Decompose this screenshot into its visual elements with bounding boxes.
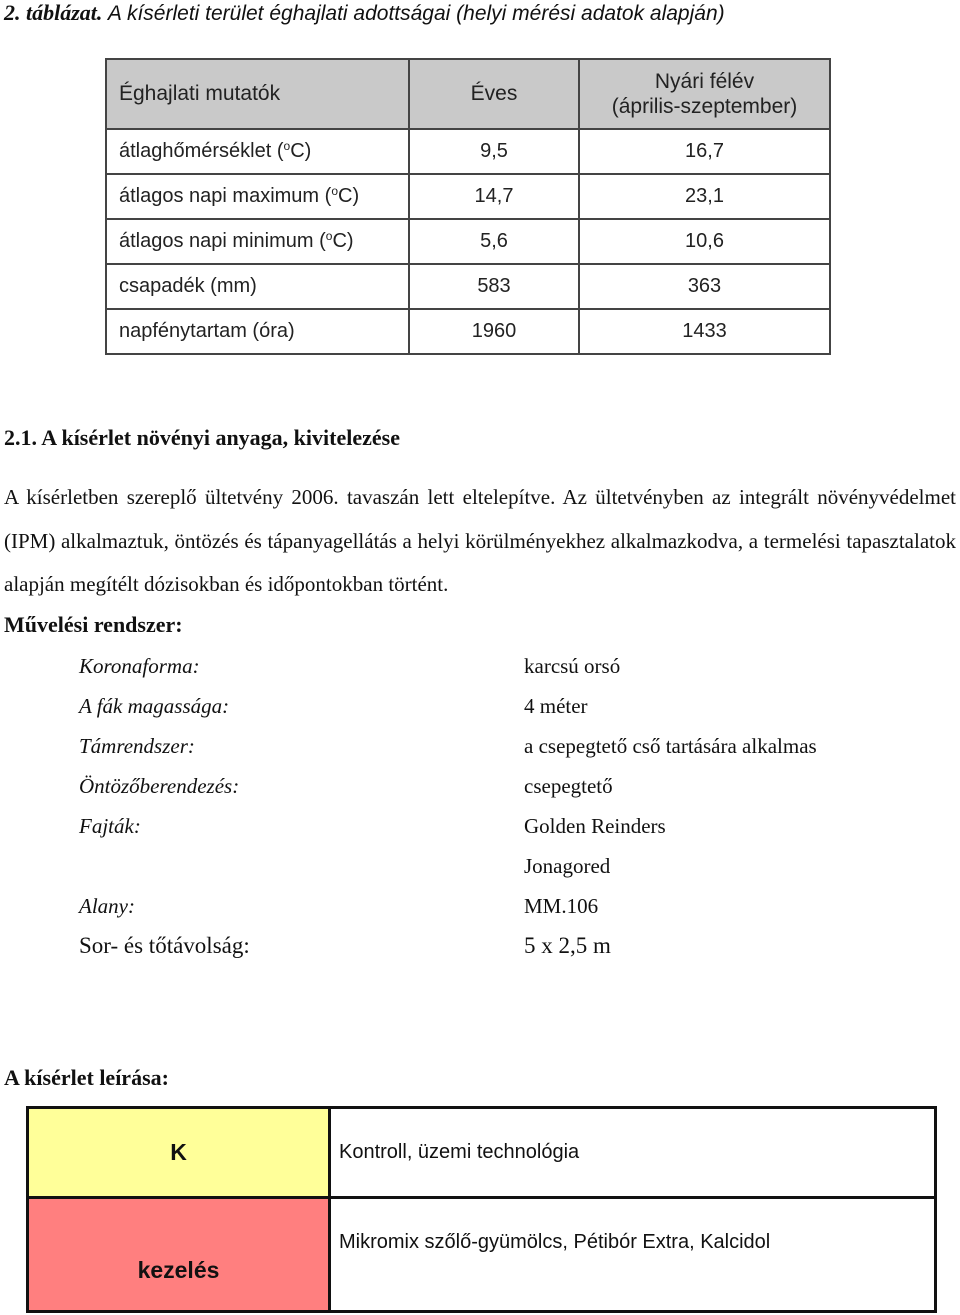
row-label: csapadék (mm) <box>106 264 409 309</box>
header-summer-line2: (április-szeptember) <box>611 95 798 118</box>
annual-value: 9,5 <box>409 129 579 174</box>
row-label: napfénytartam (óra) <box>106 309 409 354</box>
spec-value-variety-2: Jonagored <box>524 854 611 878</box>
spec-label-crown: Koronaforma: <box>79 654 200 678</box>
treatment-code: kezelés <box>28 1198 330 1312</box>
spec-label-varieties: Fajták: <box>79 814 141 838</box>
header-indicator: Éghajlati mutatók <box>106 59 409 129</box>
summer-value: 23,1 <box>579 174 830 219</box>
table-row <box>106 264 830 309</box>
table-row <box>28 1198 936 1312</box>
experiment-table <box>26 1106 937 1313</box>
summer-value: 16,7 <box>579 129 830 174</box>
spec-value-spacing: 5 x 2,5 m <box>524 933 611 958</box>
table-row <box>106 129 830 174</box>
treatment-code: K <box>28 1108 330 1198</box>
spec-label-support: Támrendszer: <box>79 734 195 758</box>
table-row <box>106 309 830 354</box>
annual-value: 14,7 <box>409 174 579 219</box>
table-caption <box>4 0 725 27</box>
row-label: átlaghőmérséklet ($^o$C) <box>106 129 409 174</box>
treatment-description: Mikromix szőlő-gyümölcs, Pétibór Extra, Kalcidol <box>330 1198 936 1312</box>
caption-number: 2. táblázat. <box>4 0 103 25</box>
header-summer-line1: Nyári félév <box>654 70 755 93</box>
header-summer <box>579 59 830 129</box>
table-row <box>106 174 830 219</box>
annual-value: 583 <box>409 264 579 309</box>
spec-label-rootstock: Alany: <box>79 894 135 918</box>
header-annual: Éves <box>409 59 579 129</box>
spec-value-rootstock: MM.106 <box>524 894 599 918</box>
treatment-description: Kontroll, üzemi technológia <box>330 1108 936 1198</box>
spec-label-height: A fák magassága: <box>79 694 230 718</box>
annual-value: 1960 <box>409 309 579 354</box>
row-label: átlagos napi maximum ($^o$C) <box>106 174 409 219</box>
annual-value: 5,6 <box>409 219 579 264</box>
summer-value: 1433 <box>579 309 830 354</box>
section-heading: 2.1. A kísérlet növényi anyaga, kivitelezése <box>4 425 400 450</box>
spec-value-variety-1: Golden Reinders <box>524 814 666 838</box>
experiment-heading: A kísérlet leírása: <box>4 1065 169 1090</box>
spec-value-irrigation: csepegtető <box>524 774 613 798</box>
spec-value-height: 4 méter <box>524 694 588 718</box>
climate-table <box>105 58 831 355</box>
row-label: átlagos napi minimum ($^o$C) <box>106 219 409 264</box>
summer-value: 363 <box>579 264 830 309</box>
system-heading: Művelési rendszer: <box>4 612 183 637</box>
spec-value-crown: karcsú orsó <box>524 654 621 678</box>
spec-label-irrigation: Öntözőberendezés: <box>79 774 240 798</box>
table-row <box>28 1108 936 1198</box>
body-paragraph: A kísérletben szereplő ültetvény 2006. tavaszán lett eltelepítve. Az ültetvényben az integrált növényvédelmet (IPM) alkalmaztuk, öntözés és tápanyagellátás a helyi körülményekhez alkalmazkodva, a termelési tapasztalatok alapján megítélt dózisokban és időpontokban történt. <box>4 485 956 596</box>
summer-value: 10,6 <box>579 219 830 264</box>
spec-value-support: a csepegtető cső tartására alkalmas <box>524 734 817 758</box>
table-header-row <box>106 59 830 129</box>
spec-label-spacing: Sor- és tőtávolság: <box>79 933 250 958</box>
table-row <box>106 219 830 264</box>
caption-text: A kísérleti terület éghajlati adottságai (helyi mérési adatok alapján) <box>107 2 725 25</box>
